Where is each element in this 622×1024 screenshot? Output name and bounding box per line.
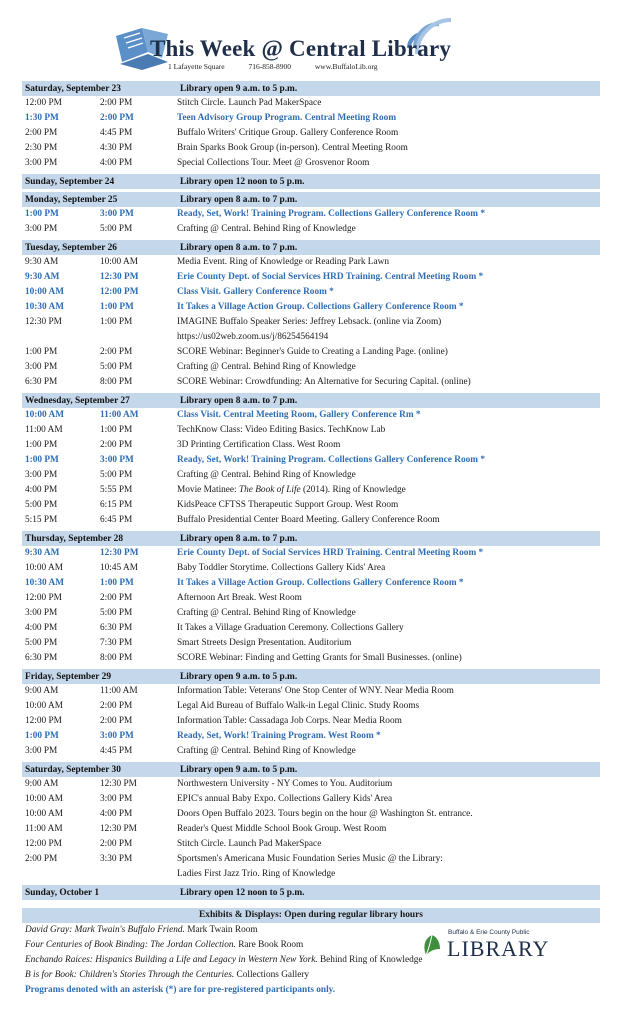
- event-row: [22, 576, 600, 591]
- event-start-time: 2:00 PM: [25, 128, 58, 138]
- event-row: [22, 96, 600, 111]
- day-block: [22, 192, 600, 237]
- event-start-time: 4:00 PM: [25, 485, 58, 495]
- exhibits-heading: Exhibits & Displays: Open during regular library hours: [22, 908, 600, 923]
- event-description-line: It Takes a Village Action Group. Collections Gallery Conference Room *: [177, 578, 464, 588]
- day-hours: Library open 9 a.m. to 5 p.m.: [180, 764, 298, 775]
- event-row: [22, 270, 600, 285]
- event-description: [177, 606, 600, 621]
- day-hours: Library open 8 a.m. to 7 p.m.: [180, 395, 298, 406]
- event-description: [177, 807, 600, 822]
- event-start-time: 12:00 PM: [25, 98, 62, 108]
- day-block: [22, 393, 600, 528]
- event-end-time: 1:00 PM: [100, 317, 133, 327]
- event-description-line: Buffalo Writers' Critique Group. Gallery Conference Room: [177, 128, 399, 138]
- day-name: Saturday, September 30: [25, 764, 121, 775]
- day-hours: Library open 8 a.m. to 7 p.m.: [180, 194, 298, 205]
- website-link[interactable]: www.BuffaloLib.org: [314, 62, 378, 71]
- event-description: [177, 483, 600, 498]
- day-hours: Library open 9 a.m. to 5 p.m.: [180, 671, 298, 682]
- event-description: [177, 546, 600, 561]
- event-row: [22, 684, 600, 699]
- event-start-time: 11:00 AM: [25, 425, 63, 435]
- day-block: [22, 762, 600, 882]
- event-end-time: 8:00 PM: [100, 653, 133, 663]
- event-end-time: 3:30 PM: [100, 854, 133, 864]
- event-row: [22, 852, 600, 882]
- day-hours: Library open 9 a.m. to 5 p.m.: [180, 83, 298, 94]
- event-description-line: Buffalo Presidential Center Board Meeting. Gallery Conference Room: [177, 515, 440, 525]
- event-description-line: EPIC's annual Baby Expo. Collections Gallery Kids' Area: [177, 794, 393, 804]
- day-block: [22, 81, 600, 171]
- event-description-line: Stitch Circle. Launch Pad MakerSpace: [177, 839, 322, 849]
- event-start-time: 12:00 PM: [25, 593, 62, 603]
- event-end-time: 12:30 PM: [100, 779, 137, 789]
- event-row: [22, 375, 600, 390]
- day-header: [22, 885, 600, 900]
- event-start-time: 5:15 PM: [25, 515, 58, 525]
- day-hours: Library open 8 a.m. to 7 p.m.: [180, 242, 298, 253]
- event-description: [177, 360, 600, 375]
- event-end-time: 11:00 AM: [100, 410, 139, 420]
- event-end-time: 3:00 PM: [100, 209, 134, 219]
- event-description-line: Crafting @ Central. Behind Ring of Knowledge: [177, 224, 356, 234]
- event-description-line: Baby Toddler Storytime. Collections Gallery Kids' Area: [177, 563, 386, 573]
- event-row: [22, 822, 600, 837]
- event-row: [22, 699, 600, 714]
- event-description-line: Erie County Dept. of Social Services HRD Training. Central Meeting Room *: [177, 272, 484, 282]
- event-row: [22, 606, 600, 621]
- event-description-line: SCORE Webinar: Crowdfunding: An Alternative for Securing Capital. (online): [177, 377, 471, 387]
- event-row: [22, 546, 600, 561]
- event-description: [177, 714, 600, 729]
- event-end-time: 2:00 PM: [100, 716, 133, 726]
- event-end-time: 12:30 PM: [100, 548, 139, 558]
- event-description: [177, 684, 600, 699]
- event-row: [22, 714, 600, 729]
- event-description: [177, 498, 600, 513]
- day-header: [22, 240, 600, 255]
- exhibit-location: Rare Book Room: [238, 940, 304, 950]
- event-description: [177, 423, 600, 438]
- event-row: [22, 792, 600, 807]
- event-description-line: Reader's Quest Middle School Book Group. West Room: [177, 824, 387, 834]
- event-row: [22, 111, 600, 126]
- event-description: [177, 315, 600, 345]
- registration-footnote: Programs denoted with an asterisk (*) are for pre-registered participants only.: [25, 985, 336, 995]
- event-end-time: 6:45 PM: [100, 515, 133, 525]
- event-description: [177, 822, 600, 837]
- event-description: [177, 561, 600, 576]
- event-row: [22, 255, 600, 270]
- day-hours: Library open 12 noon to 5 p.m.: [180, 176, 305, 187]
- event-description-line: It Takes a Village Action Group. Collections Gallery Conference Room *: [177, 302, 464, 312]
- event-description: [177, 792, 600, 807]
- event-end-time: 1:00 PM: [100, 425, 133, 435]
- day-name: Sunday, October 1: [25, 887, 100, 898]
- event-row: [22, 438, 600, 453]
- event-description: [177, 207, 600, 222]
- event-row: [22, 453, 600, 468]
- event-end-time: 12:30 PM: [100, 272, 139, 282]
- event-description: [177, 408, 600, 423]
- event-end-time: 5:00 PM: [100, 608, 133, 618]
- event-start-time: 10:00 AM: [25, 287, 64, 297]
- page-title: This Week @ Central Library: [150, 36, 452, 61]
- event-start-time: 3:00 PM: [25, 608, 58, 618]
- event-description: [177, 453, 600, 468]
- event-start-time: 12:30 PM: [25, 317, 62, 327]
- day-header: [22, 762, 600, 777]
- event-end-time: 2:00 PM: [100, 440, 133, 450]
- event-description-line: Northwestern University - NY Comes to You. Auditorium: [177, 779, 393, 789]
- event-start-time: 3:00 PM: [25, 746, 58, 756]
- event-description: [177, 591, 600, 606]
- event-start-time: 10:00 AM: [25, 701, 63, 711]
- event-description-line: Brain Sparks Book Group (in-person). Central Meeting Room: [177, 143, 408, 153]
- event-description: [177, 255, 600, 270]
- event-end-time: 6:30 PM: [100, 623, 133, 633]
- event-row: [22, 315, 600, 345]
- event-start-time: 10:00 AM: [25, 410, 64, 420]
- event-end-time: 4:30 PM: [100, 143, 133, 153]
- event-description: [177, 375, 600, 390]
- event-start-time: 1:00 PM: [25, 209, 59, 219]
- event-start-time: 6:30 PM: [25, 653, 58, 663]
- event-start-time: 11:00 AM: [25, 824, 63, 834]
- event-description-line: Information Table: Veterans' One Stop Center of WNY. Near Media Room: [177, 686, 454, 696]
- day-name: Monday, September 25: [25, 194, 118, 205]
- event-start-time: 12:00 PM: [25, 716, 62, 726]
- event-end-time: 3:00 PM: [100, 455, 134, 465]
- event-end-time: 3:00 PM: [100, 731, 134, 741]
- event-end-time: 12:30 PM: [100, 824, 137, 834]
- event-description-line: KidsPeace CFTSS Therapeutic Support Group. West Room: [177, 500, 399, 510]
- event-start-time: 10:30 AM: [25, 302, 64, 312]
- day-name: Friday, September 29: [25, 671, 112, 682]
- event-start-time: 9:30 AM: [25, 257, 59, 267]
- event-description: [177, 729, 600, 744]
- event-row: [22, 423, 600, 438]
- event-description-line: Class Visit. Central Meeting Room, Gallery Conference Rm *: [177, 410, 421, 420]
- event-start-time: 10:30 AM: [25, 578, 64, 588]
- event-end-time: 5:00 PM: [100, 362, 133, 372]
- day-header: [22, 669, 600, 684]
- event-description: [177, 837, 600, 852]
- event-end-time: 3:00 PM: [100, 794, 133, 804]
- event-description-line: Ladies First Jazz Trio. Ring of Knowledge: [177, 869, 336, 879]
- event-row: [22, 207, 600, 222]
- day-name: Sunday, September 24: [25, 176, 115, 187]
- event-row: [22, 807, 600, 822]
- event-start-time: 1:00 PM: [25, 440, 58, 450]
- event-description: [177, 438, 600, 453]
- event-start-time: 10:00 AM: [25, 809, 63, 819]
- event-description: [177, 141, 600, 156]
- event-description: [177, 621, 600, 636]
- event-start-time: 10:00 AM: [25, 563, 63, 573]
- event-description-line: Stitch Circle. Launch Pad MakerSpace: [177, 98, 322, 108]
- event-start-time: 3:00 PM: [25, 362, 58, 372]
- event-description-suffix: (2014). Ring of Knowledge: [300, 485, 406, 495]
- event-description-line: Crafting @ Central. Behind Ring of Knowledge: [177, 470, 356, 480]
- event-description-line: Crafting @ Central. Behind Ring of Knowledge: [177, 608, 356, 618]
- event-end-time: 2:00 PM: [100, 701, 133, 711]
- event-start-time: 5:00 PM: [25, 500, 58, 510]
- event-start-time: 5:00 PM: [25, 638, 58, 648]
- exhibit-title: Four Centuries of Book Binding: The Jordan Collection.: [25, 940, 236, 950]
- event-description-line: Doors Open Buffalo 2023. Tours begin on the hour @ Washington St. entrance.: [177, 809, 473, 819]
- day-name: Wednesday, September 27: [25, 395, 130, 406]
- library-logo-text: LIBRARY: [447, 936, 550, 961]
- event-description-line: It Takes a Village Graduation Ceremony. Collections Gallery: [177, 623, 404, 633]
- day-hours: Library open 8 a.m. to 7 p.m.: [180, 533, 298, 544]
- event-row: [22, 300, 600, 315]
- contact-line: [168, 62, 399, 71]
- day-header: [22, 81, 600, 96]
- event-description-line: SCORE Webinar: Finding and Getting Grants for Small Businesses. (online): [177, 653, 462, 663]
- event-row: [22, 222, 600, 237]
- event-end-time: 10:00 AM: [100, 257, 138, 267]
- event-description: [177, 468, 600, 483]
- event-description-line: Information Table: Cassadaga Job Corps. Near Media Room: [177, 716, 402, 726]
- day-header: [22, 531, 600, 546]
- event-description-line: Class Visit. Gallery Conference Room *: [177, 287, 334, 297]
- event-end-time: 4:00 PM: [100, 809, 133, 819]
- event-start-time: 3:00 PM: [25, 158, 58, 168]
- event-end-time: 12:00 PM: [100, 287, 139, 297]
- event-end-time: 2:00 PM: [100, 98, 133, 108]
- event-end-time: 4:00 PM: [100, 158, 133, 168]
- event-description: [177, 111, 600, 126]
- exhibit-location: Collections Gallery: [236, 970, 310, 980]
- event-end-time: 2:00 PM: [100, 839, 133, 849]
- event-start-time: 4:00 PM: [25, 623, 58, 633]
- event-description-line: Ready, Set, Work! Training Program. Collections Gallery Conference Room *: [177, 455, 485, 465]
- event-end-time: 11:00 AM: [100, 686, 138, 696]
- event-end-time: 5:00 PM: [100, 470, 133, 480]
- event-description-line: Ready, Set, Work! Training Program. Collections Gallery Conference Room *: [177, 209, 485, 219]
- event-description-line: TechKnow Class: Video Editing Basics. TechKnow Lab: [177, 425, 386, 435]
- event-description: [177, 744, 600, 759]
- event-start-time: 10:00 AM: [25, 794, 63, 804]
- header: [0, 0, 622, 76]
- exhibit-location: Behind Ring of Knowledge: [319, 955, 423, 965]
- exhibit-location: Mark Twain Room: [187, 925, 258, 935]
- exhibit-title: Enchando Raíces: Hispanics Building a Life and Legacy in Western New York.: [25, 955, 318, 965]
- event-description-line: Smart Streets Design Presentation. Auditorium: [177, 638, 352, 648]
- event-end-time: 1:00 PM: [100, 578, 134, 588]
- event-start-time: 9:00 AM: [25, 686, 59, 696]
- event-description: [177, 636, 600, 651]
- event-description: [177, 300, 600, 315]
- event-description-line: Media Event. Ring of Knowledge or Reading Park Lawn: [177, 257, 389, 267]
- event-row: [22, 513, 600, 528]
- event-description: [177, 513, 600, 528]
- event-end-time: 2:00 PM: [100, 593, 133, 603]
- event-description-line: Sportsmen's Americana Music Foundation Series Music @ the Library:: [177, 854, 443, 864]
- event-row: [22, 345, 600, 360]
- event-start-time: 3:00 PM: [25, 224, 58, 234]
- event-row: [22, 285, 600, 300]
- day-block: [22, 669, 600, 759]
- event-row: [22, 561, 600, 576]
- exhibit-item: [22, 968, 600, 983]
- event-description-line: Special Collections Tour. Meet @ Grosvenor Room: [177, 158, 370, 168]
- event-description: [177, 651, 600, 666]
- event-description-line: SCORE Webinar: Beginner's Guide to Creating a Landing Page. (online): [177, 347, 448, 357]
- day-block: [22, 174, 600, 189]
- event-row: [22, 468, 600, 483]
- event-row: [22, 744, 600, 759]
- event-description-line: Erie County Dept. of Social Services HRD Training. Central Meeting Room *: [177, 548, 484, 558]
- event-description-line: 3D Printing Certification Class. West Room: [177, 440, 341, 450]
- event-description-line: Ready, Set, Work! Training Program. West Room *: [177, 731, 381, 741]
- event-start-time: 1:00 PM: [25, 731, 59, 741]
- event-start-time: 12:00 PM: [25, 839, 62, 849]
- event-description: [177, 345, 600, 360]
- address: 1 Lafayette Square: [168, 62, 225, 71]
- event-row: [22, 408, 600, 423]
- event-row: [22, 483, 600, 498]
- event-description: [177, 852, 600, 882]
- event-end-time: 2:00 PM: [100, 347, 133, 357]
- event-end-time: 7:30 PM: [100, 638, 133, 648]
- library-leaf-icon: [420, 933, 444, 957]
- event-end-time: 2:00 PM: [100, 113, 134, 123]
- day-block: [22, 885, 600, 900]
- event-description: [177, 699, 600, 714]
- event-row: [22, 591, 600, 606]
- event-row: [22, 837, 600, 852]
- day-block: [22, 240, 600, 390]
- event-description-line: IMAGINE Buffalo Speaker Series: Jeffrey Lebsack. (online via Zoom): [177, 317, 442, 327]
- event-start-time: 9:30 AM: [25, 548, 60, 558]
- day-name: Thursday, September 28: [25, 533, 124, 544]
- event-description-line: Crafting @ Central. Behind Ring of Knowledge: [177, 362, 356, 372]
- day-header: [22, 174, 600, 189]
- exhibit-title: David Gray: Mark Twain's Buffalo Friend.: [25, 925, 185, 935]
- event-description: [177, 576, 600, 591]
- day-name: Tuesday, September 26: [25, 242, 117, 253]
- event-description-line: Legal Aid Bureau of Buffalo Walk-in Legal Clinic. Study Rooms: [177, 701, 420, 711]
- event-row: [22, 141, 600, 156]
- library-logo-small-text: Buffalo & Erie County Public: [448, 929, 530, 936]
- event-start-time: 1:00 PM: [25, 347, 58, 357]
- exhibit-title: B is for Book: Children's Stories Through the Centuries.: [25, 970, 235, 980]
- event-description-line: Teen Advisory Group Program. Central Meeting Room: [177, 113, 397, 123]
- event-row: [22, 126, 600, 141]
- event-description: [177, 96, 600, 111]
- event-start-time: 9:00 AM: [25, 779, 59, 789]
- day-hours: Library open 12 noon to 5 p.m.: [180, 887, 305, 898]
- event-end-time: 10:45 AM: [100, 563, 138, 573]
- event-start-time: 3:00 PM: [25, 470, 58, 480]
- library-logo: [420, 929, 550, 961]
- event-end-time: 4:45 PM: [100, 746, 133, 756]
- event-start-time: 6:30 PM: [25, 377, 58, 387]
- zoom-link[interactable]: https://us02web.zoom.us/j/86254564194: [177, 332, 329, 342]
- event-description: [177, 777, 600, 792]
- event-end-time: 5:00 PM: [100, 224, 133, 234]
- weekly-schedule: [22, 81, 600, 903]
- event-end-time: 4:45 PM: [100, 128, 133, 138]
- event-description: [177, 285, 600, 300]
- event-row: [22, 621, 600, 636]
- event-start-time: 9:30 AM: [25, 272, 60, 282]
- event-end-time: 6:15 PM: [100, 500, 133, 510]
- event-description-prefix: Movie Matinee:: [177, 485, 239, 495]
- event-start-time: 2:30 PM: [25, 143, 58, 153]
- event-row: [22, 636, 600, 651]
- event-description: [177, 270, 600, 285]
- event-end-time: 1:00 PM: [100, 302, 134, 312]
- day-block: [22, 531, 600, 666]
- event-film-title: The Book of Life: [238, 485, 301, 495]
- day-name: Saturday, September 23: [25, 83, 121, 94]
- event-row: [22, 498, 600, 513]
- day-header: [22, 192, 600, 207]
- phone: 716-858-8900: [248, 62, 292, 71]
- event-row: [22, 777, 600, 792]
- event-row: [22, 360, 600, 375]
- event-start-time: 2:00 PM: [25, 854, 58, 864]
- event-end-time: 8:00 PM: [100, 377, 133, 387]
- event-description: [177, 126, 600, 141]
- event-description-line: Afternoon Art Break. West Room: [177, 593, 302, 603]
- event-end-time: 5:55 PM: [100, 485, 133, 495]
- event-row: [22, 729, 600, 744]
- event-description: [177, 222, 600, 237]
- event-row: [22, 651, 600, 666]
- event-start-time: 1:00 PM: [25, 455, 59, 465]
- event-description: [177, 156, 600, 171]
- event-row: [22, 156, 600, 171]
- day-header: [22, 393, 600, 408]
- event-description-line: Crafting @ Central. Behind Ring of Knowledge: [177, 746, 356, 756]
- event-start-time: 1:30 PM: [25, 113, 59, 123]
